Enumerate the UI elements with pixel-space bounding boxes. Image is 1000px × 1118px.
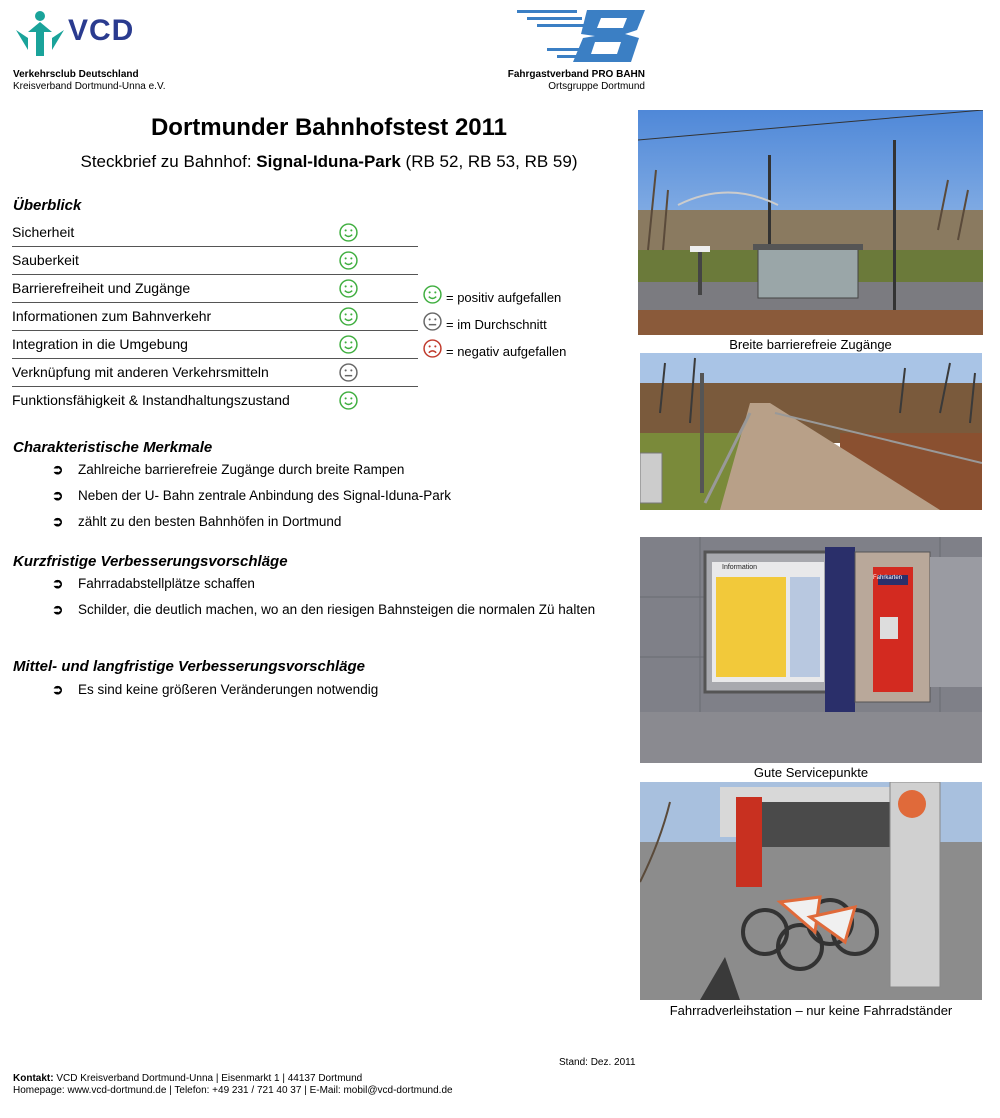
- overview-row-label: Informationen zum Bahnverkehr: [12, 308, 212, 324]
- photo-service-point: [640, 537, 982, 763]
- legend-row: [423, 338, 566, 365]
- legend-text: = im Durchschnitt: [446, 316, 547, 332]
- page-title: Dortmunder Bahnhofstest 2011: [150, 114, 508, 141]
- right-org-name: Fahrgastverband PRO BAHN: [507, 69, 645, 80]
- rating-smiley-icon: [339, 223, 358, 250]
- rating-smiley-icon: [339, 335, 358, 362]
- overview-row: [12, 331, 418, 359]
- characteristics-list: [52, 461, 618, 539]
- list-item: [52, 575, 618, 593]
- list-item-text: zählt zu den besten Bahnhöfen in Dortmund: [78, 514, 342, 529]
- overview-row-label: Verknüpfung mit anderen Verkehrsmitteln: [12, 364, 269, 380]
- list-item: [52, 601, 618, 619]
- info-board-label: Information: [722, 564, 758, 571]
- overview-heading: Überblick: [13, 197, 82, 214]
- contact-label: Kontakt:: [13, 1073, 54, 1084]
- left-organization: [13, 69, 166, 93]
- legend-smiley-icon: [423, 339, 442, 365]
- overview-row-label: Integration in die Umgebung: [12, 336, 188, 352]
- rating-legend: [423, 284, 566, 365]
- overview-row: [12, 219, 418, 247]
- overview-row: [12, 247, 418, 275]
- overview-row: [12, 275, 418, 303]
- stand-date: Stand: Dez. 2011: [559, 1057, 636, 1068]
- arrow-right-icon: ➲: [52, 462, 64, 477]
- arrow-right-icon: ➲: [52, 488, 64, 503]
- legend-text: = positiv aufgefallen: [446, 289, 562, 305]
- photo-caption: Gute Servicepunkte: [753, 765, 869, 780]
- long-term-list: [52, 681, 618, 707]
- legend-smiley-icon: [423, 312, 442, 338]
- photo-platform: [638, 110, 983, 335]
- list-item-text: Fahrradabstellplätze schaffen: [78, 576, 255, 591]
- overview-row-label: Barrierefreiheit und Zugänge: [12, 280, 191, 296]
- page-subtitle: [0, 152, 658, 172]
- short-term-heading: Kurzfristige Verbesserungsvorschläge: [13, 553, 288, 570]
- overview-row: [12, 387, 418, 415]
- arrow-right-icon: ➲: [52, 682, 64, 697]
- ticket-machine-label: Fahrkarten: [873, 575, 903, 581]
- list-item: [52, 487, 618, 505]
- right-organization: [470, 69, 645, 93]
- vcd-logo-text: VCD: [68, 14, 135, 47]
- list-item-text: Zahlreiche barrierefreie Zugänge durch breite Rampen: [78, 462, 405, 477]
- station-name: Signal-Iduna-Park: [256, 152, 401, 171]
- list-item-text: Neben der U- Bahn zentrale Anbindung des Signal-Iduna-Park: [78, 488, 451, 503]
- arrow-right-icon: ➲: [52, 576, 64, 591]
- contact-line2: Homepage: www.vcd-dortmund.de | Telefon: +49 231 / 721 40 37 | E-Mail: mobil@vcd-dortmund.de: [13, 1085, 453, 1096]
- photo-bike-rental: [640, 782, 982, 1000]
- contact-text: VCD Kreisverband Dortmund-Unna | Eisenmarkt 1 | 44137 Dortmund: [53, 1073, 363, 1084]
- photo-caption: Breite barrierefreie Zugänge: [729, 337, 892, 352]
- vcd-logo: [14, 10, 66, 60]
- list-item: [52, 461, 618, 479]
- footer: [13, 1073, 453, 1097]
- legend-smiley-icon: [423, 285, 442, 311]
- characteristics-heading: Charakteristische Merkmale: [13, 439, 213, 456]
- long-term-heading: Mittel- und langfristige Verbesserungsvorschläge: [13, 658, 366, 675]
- list-item: [52, 513, 618, 531]
- left-org-sub: Kreisverband Dortmund-Unna e.V.: [13, 81, 166, 92]
- legend-text: = negativ aufgefallen: [446, 343, 567, 359]
- rating-smiley-icon: [339, 307, 358, 334]
- overview-row: [12, 303, 418, 331]
- list-item-text: Schilder, die deutlich machen, wo an den riesigen Bahnsteigen die normalen Zü halten: [78, 602, 596, 617]
- photo-ramp: [640, 353, 982, 510]
- probahn-logo: [517, 8, 647, 66]
- overview-row: [12, 359, 418, 387]
- overview-row-label: Sicherheit: [12, 224, 75, 240]
- overview-row-label: Funktionsfähigkeit & Instandhaltungszustand: [12, 392, 290, 408]
- left-org-name: Verkehrsclub Deutschland: [13, 69, 139, 80]
- rating-smiley-icon: [339, 251, 358, 278]
- overview-table: [12, 219, 418, 415]
- overview-row-label: Sauberkeit: [12, 252, 79, 268]
- short-term-list: [52, 575, 618, 627]
- right-org-sub: Ortsgruppe Dortmund: [548, 81, 645, 92]
- rating-smiley-icon: [339, 363, 358, 390]
- subtitle-prefix: Steckbrief zu Bahnhof:: [80, 152, 257, 171]
- arrow-right-icon: ➲: [52, 514, 64, 529]
- photo-caption: Fahrradverleihstation – nur keine Fahrradständer: [669, 1003, 953, 1018]
- rating-smiley-icon: [339, 279, 358, 306]
- rating-smiley-icon: [339, 391, 358, 418]
- list-item-text: Es sind keine größeren Veränderungen notwendig: [78, 682, 379, 697]
- station-lines: (RB 52, RB 53, RB 59): [400, 152, 578, 171]
- arrow-right-icon: ➲: [52, 602, 64, 617]
- list-item: [52, 681, 618, 699]
- legend-row: [423, 311, 566, 338]
- legend-row: [423, 284, 566, 311]
